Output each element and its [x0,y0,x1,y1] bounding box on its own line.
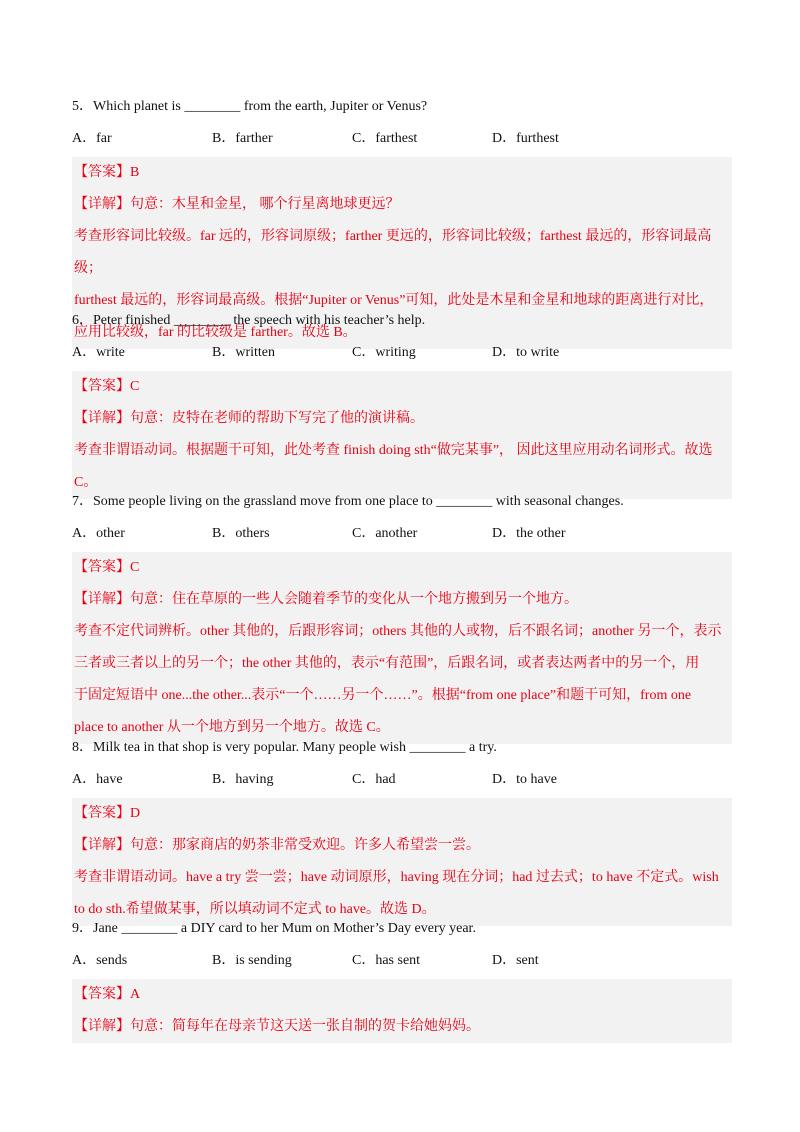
answer-block [72,552,732,744]
explanation-line: 【详解】句意：那家商店的奶茶非常受欢迎。许多人希望尝一尝。 [74,838,480,853]
option-d: D．to have [492,772,557,787]
explanation-line: 三者或三者以上的另一个；the other 其他的，表示“有范围”，后跟名词，或者表达两者中的另一个，用 [74,656,700,671]
explanation-line: furthest 最远的，形容词最高级。根据“Jupiter or Venus”可知，此处是木星和金星和地球的距离进行对比， [74,293,714,308]
answer-line: 【答案】A [74,987,141,1002]
option-d: D．sent [492,953,539,968]
answer-block [72,798,732,926]
option-b: B．others [212,526,270,541]
question-8 [72,738,732,926]
explanation-line: 考查非谓语动词。have a try 尝一尝；have 动词原形，having 现在分词；had 过去式；to have 不定式。wish [74,870,719,885]
option-row [72,341,732,361]
option-b: B．farther [212,131,273,146]
question-stem: 9．Jane ________ a DIY card to her Mum on Mother’s Day every year. [72,921,476,936]
option-a: A．sends [72,953,128,968]
option-c: C．farthest [352,131,418,146]
option-c: C．had [352,772,396,787]
question-7 [72,492,732,744]
question-stem: 6．Peter finished ________ the speech with his teacher’s help. [72,313,426,328]
answer-line: 【答案】C [74,379,140,394]
option-row [72,949,732,969]
option-d: D．the other [492,526,566,541]
explanation-line: 考查形容词比较级。far 远的，形容词原级；farther 更远的，形容词比较级；farthest 最远的，形容词最高级； [74,229,712,276]
option-b: B．having [212,772,274,787]
question-stem: 7．Some people living on the grassland move from one place to ________ with seasonal changes. [72,494,624,509]
explanation-line: 于固定短语中 one...the other...表示“一个……另一个……”。根据“from one place”和题干可知，from one [74,688,692,703]
option-b: B．written [212,345,275,360]
option-c: C．has sent [352,953,421,968]
option-c: C．another [352,526,418,541]
explanation-line: place to another 从一个地方到另一个地方。故选 C。 [74,720,390,735]
question-stem: 8．Milk tea in that shop is very popular. Many people wish ________ a try. [72,740,497,755]
explanation-line: 应用比较级，far 的比较级是 farther。故选 B。 [74,325,357,340]
option-row [72,127,732,147]
option-a: A．far [72,131,112,146]
explanation-line: 考查不定代词辨析。other 其他的，后跟形容词；others 其他的人或物，后不跟名词；another 另一个，表示 [74,624,722,639]
option-d: D．to write [492,345,560,360]
explanation-line: 【详解】句意：住在草原的一些人会随着季节的变化从一个地方搬到另一个地方。 [74,592,578,607]
option-row [72,522,732,542]
option-a: A．write [72,345,125,360]
answer-line: 【答案】D [74,806,141,821]
question-9 [72,919,732,1043]
explanation-line: 【详解】句意：皮特在老师的帮助下写完了他的演讲稿。 [74,411,424,426]
option-c: C．writing [352,345,416,360]
explanation-line: to do sth.希望做某事，所以填动词不定式 to have。故选 D。 [74,902,436,917]
explanation-line: C。 [74,475,98,490]
option-b: B．is sending [212,953,292,968]
option-a: A．have [72,772,123,787]
option-d: D．furthest [492,131,559,146]
explanation-line: 考查非谓语动词。根据题干可知，此处考查 finish doing sth“做完某事”， 因此这里应用动名词形式。故选 [74,443,713,458]
answer-line: 【答案】B [74,165,140,180]
option-a: A．other [72,526,125,541]
question-6 [72,311,732,499]
question-stem: 5．Which planet is ________ from the earth, Jupiter or Venus? [72,99,428,114]
explanation-line: 【详解】句意：木星和金星， 哪个行星离地球更远？ [74,197,400,212]
explanation-line: 【详解】句意：简每年在母亲节这天送一张自制的贺卡给她妈妈。 [74,1019,480,1034]
option-row [72,768,732,788]
answer-line: 【答案】C [74,560,140,575]
answer-block [72,979,732,1043]
answer-block [72,371,732,499]
